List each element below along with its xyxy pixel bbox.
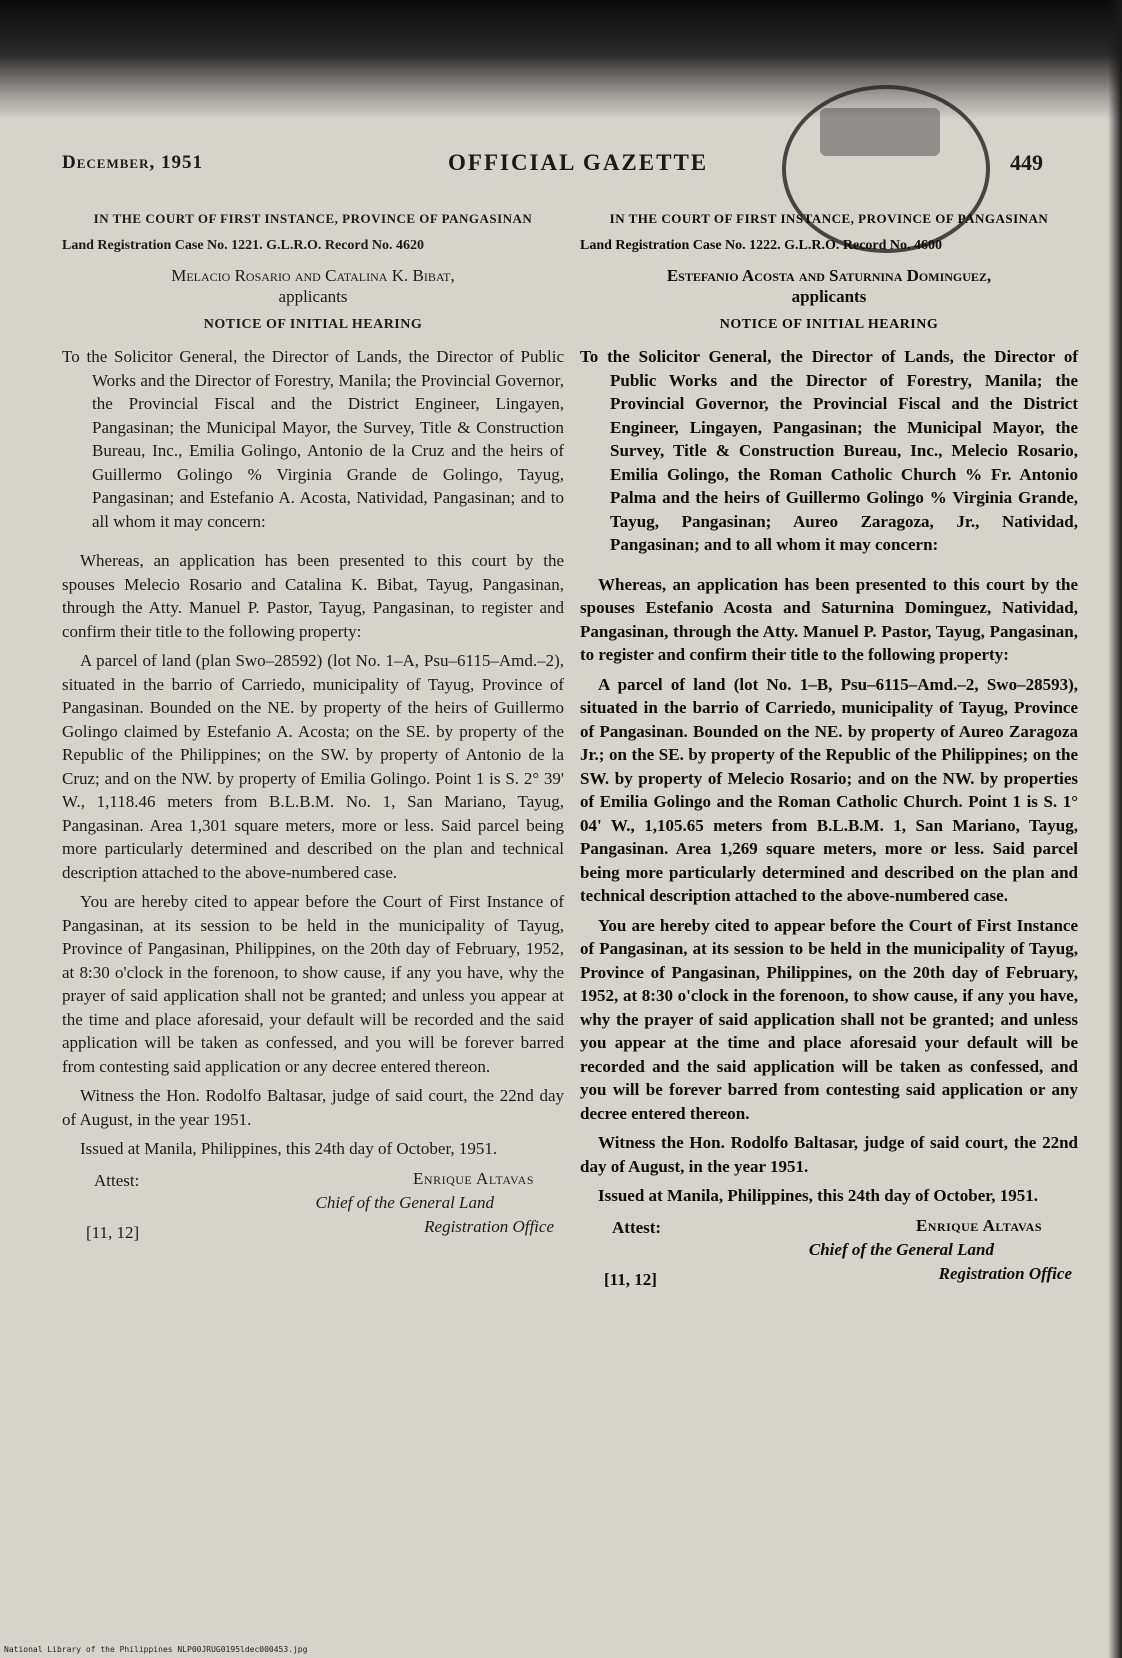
court-heading: IN THE COURT OF FIRST INSTANCE, PROVINCE OF PANGASINAN [93, 211, 533, 226]
signer-title-line-2: Registration Office [424, 1216, 554, 1236]
parcel-paragraph: A parcel of land (plan Swo–28592) (lot No. 1–A, Psu–6115–Amd.–2), situated in the barrio of Carriedo, municipality of Tayug, Province of Pangasinan. Bounded on the NE. by property of the heirs of Guillermo Golingo claimed by Estefanio A. Acosta; on the SE. by property of the Republic of the Philippines; on the SW. by property of Antonio de la Cruz; and on the NW. by property of Emilia Golingo. Point 1 is S. 2° 39' W., 1,118.46 meters from B.L.B.M. No. 1, San Mariano, Tayug, Pangasinan. Area 1,301 square meters, more or less. Said parcel being more particularly determined and described on the plan and technical description attached to the above-numbered case. [62, 651, 564, 882]
attestation [62, 1169, 564, 1249]
attest-label: Attest: [94, 1170, 140, 1190]
scan-edge [1108, 0, 1122, 1658]
attest-label: Attest: [612, 1217, 662, 1237]
publication-ref: [11, 12] [604, 1269, 657, 1289]
signer-name: Enrique Altavas [915, 1215, 1042, 1235]
cited-paragraph: You are hereby cited to appear before the Court of First Instance of Pangasinan, at its session to be held in the municipality of Tayug, Province of Pangasinan, Philippines, on the 20th day of February, 1952, at 8:30 o'clock in the forenoon, to show cause, if any you have, why the prayer of said application shall not be granted; and unless you appear at the time and place aforesaid, your default will be recorded and the said application will be taken as confessed, and you will be forever barred from contesting said application or any decree entered thereon. [62, 892, 564, 1076]
issued-paragraph: Issued at Manila, Philippines, this 24th day of October, 1951. [598, 1186, 1039, 1205]
signer-name: Enrique Altavas [413, 1168, 534, 1188]
applicants-label: applicants [791, 287, 867, 306]
applicants [580, 265, 1078, 307]
scan-shadow [0, 0, 1122, 120]
address-paragraph: To the Solicitor General, the Director of Lands, the Director of Public Works and the Director of Forestry, Manila; the Provincial Governor, the Provincial Fiscal and the District Engineer, Lingayen, Pangasinan; the Municipal Mayor, the Survey, Title & Construction Bureau, Inc., Emilia Golingo, Antonio de la Cruz and the heirs of Guillermo Golingo % Virginia Grande de Golingo, Tayug, Pangasinan; and Estefanio A. Acosta, Natividad, Pangasinan; and to all whom it may concern: [62, 347, 564, 531]
signer-title-line-1: Chief of the General Land [315, 1192, 494, 1212]
attestation [580, 1216, 1078, 1296]
notice-title: NOTICE OF INITIAL HEARING [719, 317, 939, 332]
applicants [62, 265, 564, 307]
signer-title-line-1: Chief of the General Land [808, 1239, 994, 1259]
parcel-paragraph: A parcel of land (lot No. 1–B, Psu–6115–Amd.–2, Swo–28593), situated in the barrio of Carriedo, municipality of Tayug, Province of Pangasinan. Bounded on the NE. by property of Aureo Zaragoza Jr.; on the SE. by property of the Republic of the Philippines; on the SW. by property of Melecio Rosario; and on the NW. by properties of Emilia Golingo and the Roman Catholic Church. Point 1 is S. 1° 04' W., 1,105.65 meters from B.L.B.M. 1, San Mariano, Tayug, Pangasinan. Area 1,269 square meters, more or less. Said parcel being more particularly determined and described on the plan and technical description attached to the above-numbered case. [580, 674, 1078, 905]
whereas-paragraph: Whereas, an application has been presented to this court by the spouses Estefanio Acosta and Saturnina Dominguez, Natividad, Pangasinan, through the Atty. Manuel P. Pastor, Tayug, Pangasinan, to register and confirm their title to the following property: [580, 574, 1078, 664]
witness-paragraph: Witness the Hon. Rodolfo Baltasar, judge of said court, the 22nd day of August, in the year 1951. [580, 1133, 1078, 1176]
witness-paragraph: Witness the Hon. Rodolfo Baltasar, judge of said court, the 22nd day of August, in the year 1951. [62, 1086, 564, 1129]
court-heading: IN THE COURT OF FIRST INSTANCE, PROVINCE OF PANGASINAN [609, 211, 1049, 226]
issue-date: December, 1951 [62, 152, 203, 173]
stamp-label [820, 108, 940, 156]
signer-title-line-2: Registration Office [938, 1263, 1072, 1283]
gazette-title: OFFICIAL GAZETTE [448, 150, 709, 175]
address-paragraph: To the Solicitor General, the Director of Lands, the Director of Public Works and the Director of Forestry, Manila; the Provincial Governor, the Provincial Fiscal and the District Engineer, Lingayen, Pangasinan; the Municipal Mayor, the Survey, Title & Construction Bureau, Inc., Melecio Rosario, Emilia Golingo, the Roman Catholic Church % Fr. Antonio Palma and the heirs of Guillermo Golingo % Virginia Grande, Tayug, Pangasinan; Aureo Zaragoza, Jr., Natividad, Pangasinan; and to all whom it may concern: [580, 347, 1078, 554]
notice-title: NOTICE OF INITIAL HEARING [203, 317, 423, 332]
case-number: Land Registration Case No. 1221. G.L.R.O. Record No. 4620 [62, 238, 425, 253]
notice-left [62, 205, 564, 1249]
applicant-names: Estefanio Acosta and Saturnina Dominguez, [666, 266, 992, 285]
applicants-label: applicants [278, 287, 348, 306]
issued-paragraph: Issued at Manila, Philippines, this 24th day of October, 1951. [80, 1139, 498, 1158]
cited-paragraph: You are hereby cited to appear before the Court of First Instance of Pangasinan, at its session to be held in the municipality of Tayug, Province of Pangasinan, Philippines, on the 20th day of February, 1952, at 8:30 o'clock in the forenoon, to show cause, if any you have, why the prayer of said application shall not be granted; and unless you appear at the time and place aforesaid your default will be recorded and the said application will be taken as confessed, and you will be forever barred from contesting said application or any decree entered thereon. [580, 915, 1078, 1123]
page-number: 449 [1010, 150, 1043, 175]
publication-ref: [11, 12] [86, 1222, 140, 1242]
whereas-paragraph: Whereas, an application has been presented to this court by the spouses Melecio Rosario and Catalina K. Bibat, Tayug, Pangasinan, through the Atty. Manuel P. Pastor, Tayug, Pangasinan, to register and confirm their title to the following property: [62, 551, 564, 641]
case-number: Land Registration Case No. 1222. G.L.R.O. Record No. 4600 [580, 238, 943, 253]
notice-right [580, 205, 1078, 1296]
scan-footer: National Library of the Philippines NLP00JRUG0195ldec000453.jpg [4, 1645, 308, 1654]
applicant-names: Melacio Rosario and Catalina K. Bibat, [171, 266, 455, 285]
